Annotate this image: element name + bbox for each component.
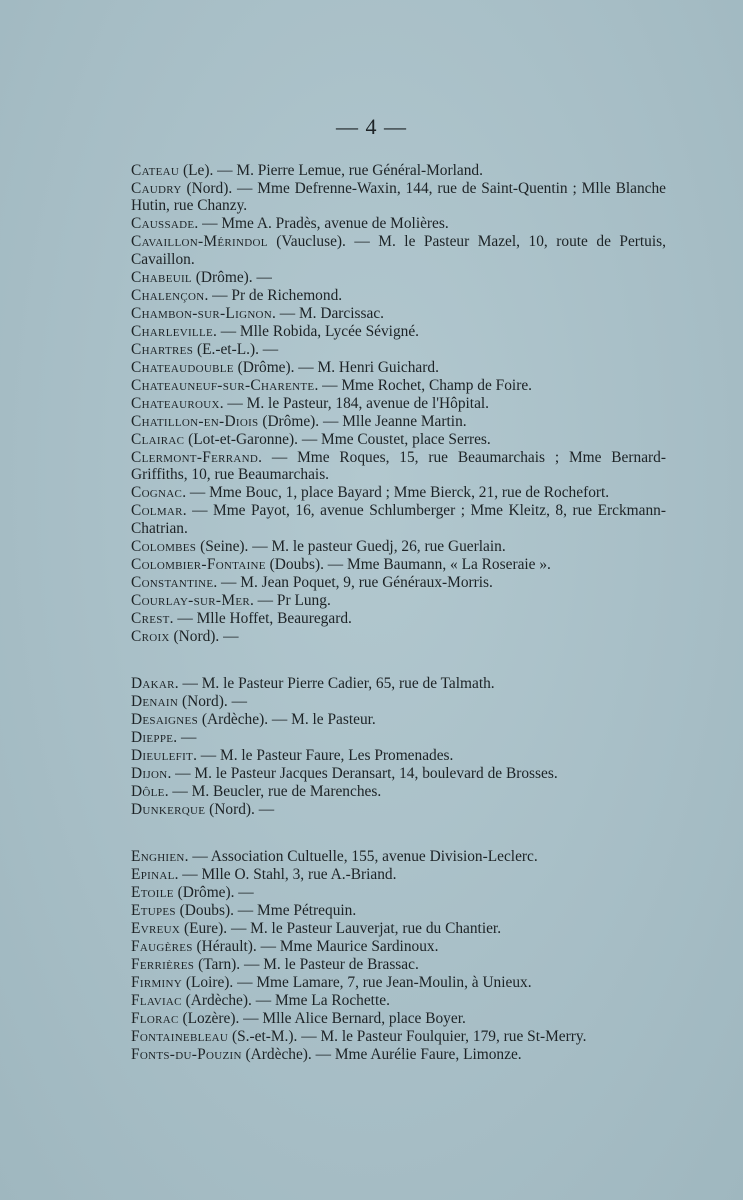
entry-details: (Vaucluse). — M. le Pasteur Mazel, 10, route de Pertuis, Cavaillon.: [131, 233, 666, 268]
page-number: — 4 —: [336, 114, 407, 139]
entry-details: . — Mme Roques, 15, rue Beaumarchais ; Mme Bernard-Griffiths, 10, rue Beaumarchais.: [131, 448, 666, 484]
entry-place: Dunkerque: [131, 801, 206, 819]
entry-details: (Ardèche). — M. le Pasteur.: [197, 711, 376, 729]
letter-section: [131, 675, 666, 818]
directory-entry: [131, 502, 666, 537]
directory-entry: [131, 628, 666, 645]
entry-details: (Le). — M. Pierre Lemue, rue Général-Morland.: [179, 162, 483, 179]
entry-place: Crest: [131, 609, 170, 627]
entry-place: Chateauneuf-sur-Charente: [131, 376, 315, 394]
entry-details: (Doubs). — Mme Baumann, « La Roseraie ».: [265, 555, 551, 573]
directory-entry: [131, 574, 666, 591]
directory-entry: [131, 902, 666, 919]
entry-place: Dôle: [131, 783, 165, 801]
entry-details: (S.-et-M.). — M. le Pasteur Foulquier, 179, rue St-Merry.: [228, 1028, 587, 1046]
directory-entry: [131, 693, 666, 710]
entry-details: . — Mme Bouc, 1, place Bayard ; Mme Bierck, 21, rue de Rochefort.: [182, 484, 610, 502]
directory-entry: [131, 866, 666, 883]
entry-place: Florac: [131, 1010, 179, 1028]
entry-place: Ferrières: [131, 956, 195, 974]
entry-place: Faugères: [131, 938, 193, 956]
letter-section: [131, 848, 666, 1063]
directory-entry: [131, 359, 666, 376]
entry-place: Chateaudouble: [131, 358, 234, 376]
entry-details: . — Mlle O. Stahl, 3, rue A.-Briand.: [174, 866, 397, 884]
entry-details: (Drôme). — M. Henri Guichard.: [233, 358, 439, 376]
entry-place: Dieppe: [131, 729, 174, 747]
directory-entry: [131, 413, 666, 430]
directory-entry: [131, 848, 666, 865]
entry-place: Chateauroux: [131, 394, 220, 412]
directory-entry: [131, 341, 666, 358]
entry-details: (Lot-et-Garonne). — Mme Coustet, place Serres.: [184, 430, 491, 448]
entry-details: . — M. le Pasteur Faure, Les Promenades.: [193, 747, 454, 765]
directory-entry: [131, 675, 666, 692]
directory-entry: [131, 783, 666, 800]
directory-entry: [131, 233, 666, 268]
entry-details: . — Association Cultuelle, 155, avenue Division-Leclerc.: [184, 848, 538, 866]
entry-details: . — Pr Lung.: [249, 591, 331, 609]
entry-details: (Loire). — Mme Lamare, 7, rue Jean-Moulin, à Unieux.: [182, 974, 532, 992]
directory-entry: [131, 956, 666, 973]
directory-entry: [131, 884, 666, 901]
entry-details: . — M. le Pasteur, 184, avenue de l'Hôpital.: [219, 394, 490, 412]
letter-section: [131, 162, 666, 645]
entry-details: (Nord). —: [178, 693, 247, 711]
entry-details: (Eure). — M. le Pasteur Lauverjat, rue du Chantier.: [180, 920, 502, 938]
entry-place: Epinal: [131, 866, 175, 884]
entry-place: Chalençon: [131, 286, 205, 304]
entry-place: Colombier-Fontaine: [131, 555, 266, 573]
directory-list: [131, 162, 666, 1064]
directory-entry: [131, 992, 666, 1009]
section-gap: [131, 645, 666, 675]
directory-entry: [131, 920, 666, 937]
directory-entry: [131, 305, 666, 322]
entry-details: (Drôme). —: [191, 268, 272, 286]
entry-details: . — M. le Pasteur Pierre Cadier, 65, rue de Talmath.: [174, 675, 495, 693]
directory-entry: [131, 538, 666, 555]
entry-place: Chatillon-en-Diois: [131, 412, 259, 430]
directory-entry: [131, 180, 666, 215]
entry-place: Croix: [131, 627, 170, 645]
entry-place: Charleville: [131, 322, 213, 340]
entry-place: Etoile: [131, 884, 174, 902]
directory-entry: [131, 1046, 666, 1063]
entry-place: Etupes: [131, 902, 176, 920]
entry-details: (Drôme). —: [173, 884, 254, 902]
entry-details: (Nord). — Mme Defrenne-Waxin, 144, rue de Saint-Quentin ; Mlle Blanche Hutin, rue Chanzy.: [131, 180, 666, 215]
directory-entry: [131, 449, 666, 484]
directory-entry: [131, 269, 666, 286]
directory-entry: [131, 215, 666, 232]
directory-entry: [131, 711, 666, 728]
entry-details: (Drôme). — Mlle Jeanne Martin.: [258, 412, 467, 430]
entry-place: Caudry: [131, 180, 182, 197]
directory-entry: [131, 747, 666, 764]
entry-place: Denain: [131, 693, 179, 711]
entry-place: Evreux: [131, 920, 181, 938]
directory-entry: [131, 801, 666, 818]
entry-place: Fontainebleau: [131, 1028, 229, 1046]
entry-place: Desaignes: [131, 711, 198, 729]
directory-entry: [131, 162, 666, 179]
entry-details: . — Mlle Hoffet, Beauregard.: [169, 609, 352, 627]
entry-details: (Nord). —: [169, 627, 239, 645]
entry-place: Cateau: [131, 162, 180, 179]
entry-details: . — Mlle Robida, Lycée Sévigné.: [213, 322, 420, 340]
directory-entry: [131, 729, 666, 746]
entry-place: Flaviac: [131, 992, 182, 1010]
entry-place: Chabeuil: [131, 268, 192, 286]
directory-entry: [131, 395, 666, 412]
section-gap: [131, 818, 666, 848]
entry-place: Firminy: [131, 974, 182, 992]
entry-place: Colmar: [131, 502, 183, 520]
directory-entry: [131, 974, 666, 991]
entry-details: (Ardèche). — Mme La Rochette.: [181, 992, 390, 1010]
directory-entry: [131, 592, 666, 609]
entry-details: (Seine). — M. le pasteur Guedj, 26, rue Guerlain.: [196, 537, 506, 555]
directory-entry: [131, 287, 666, 304]
directory-entry: [131, 431, 666, 448]
entry-place: Clermont-Ferrand: [131, 448, 259, 466]
entry-details: . — M. le Pasteur Jacques Deransart, 14, boulevard de Brosses.: [167, 765, 558, 783]
directory-entry: [131, 1010, 666, 1027]
entry-details: (E.-et-L.). —: [193, 340, 279, 358]
entry-details: (Ardèche). — Mme Aurélie Faure, Limonze.: [241, 1046, 522, 1064]
entry-details: . — Mme A. Pradès, avenue de Molières.: [194, 215, 449, 233]
entry-details: (Doubs). — Mme Pétrequin.: [175, 902, 357, 920]
entry-place: Colombes: [131, 537, 197, 555]
directory-entry: [131, 377, 666, 394]
directory-entry: [131, 765, 666, 782]
entry-place: Dieulefit: [131, 747, 194, 765]
entry-details: (Hérault). — Mme Maurice Sardinoux.: [192, 938, 439, 956]
entry-details: . — Pr de Richemond.: [204, 286, 343, 304]
entry-details: . — M. Beucler, rue de Marenches.: [164, 783, 382, 801]
entry-place: Cavaillon-Mérindol: [131, 233, 268, 251]
entry-details: . — Mme Rochet, Champ de Foire.: [314, 376, 533, 394]
directory-entry: [131, 610, 666, 627]
entry-place: Courlay-sur-Mer: [131, 591, 250, 609]
entry-place: Constantine: [131, 573, 214, 591]
entry-place: Chartres: [131, 340, 194, 358]
directory-entry: [131, 323, 666, 340]
entry-place: Fonts-du-Pouzin: [131, 1046, 242, 1064]
entry-details: . —: [173, 729, 197, 747]
directory-entry: [131, 556, 666, 573]
entry-details: (Lozère). — Mlle Alice Bernard, place Boyer.: [178, 1010, 466, 1028]
directory-entry: [131, 1028, 666, 1045]
entry-details: (Nord). —: [205, 801, 275, 819]
entry-place: Dakar: [131, 675, 175, 693]
entry-details: . — Mme Payot, 16, avenue Schlumberger ; Mme Kleitz, 8, rue Erckmann-Chatrian.: [131, 502, 666, 537]
entry-details: . — M. Jean Poquet, 9, rue Généraux-Morris.: [213, 573, 493, 591]
entry-place: Dijon: [131, 765, 168, 783]
entry-place: Clairac: [131, 430, 185, 448]
directory-entry: [131, 938, 666, 955]
entry-place: Caussade: [131, 215, 195, 233]
directory-entry: [131, 484, 666, 501]
entry-place: Chambon-sur-Lignon: [131, 304, 273, 322]
entry-details: . — M. Darcissac.: [272, 304, 385, 322]
entry-place: Enghien: [131, 848, 185, 866]
entry-place: Cognac: [131, 484, 183, 502]
entry-details: (Tarn). — M. le Pasteur de Brassac.: [194, 956, 419, 974]
